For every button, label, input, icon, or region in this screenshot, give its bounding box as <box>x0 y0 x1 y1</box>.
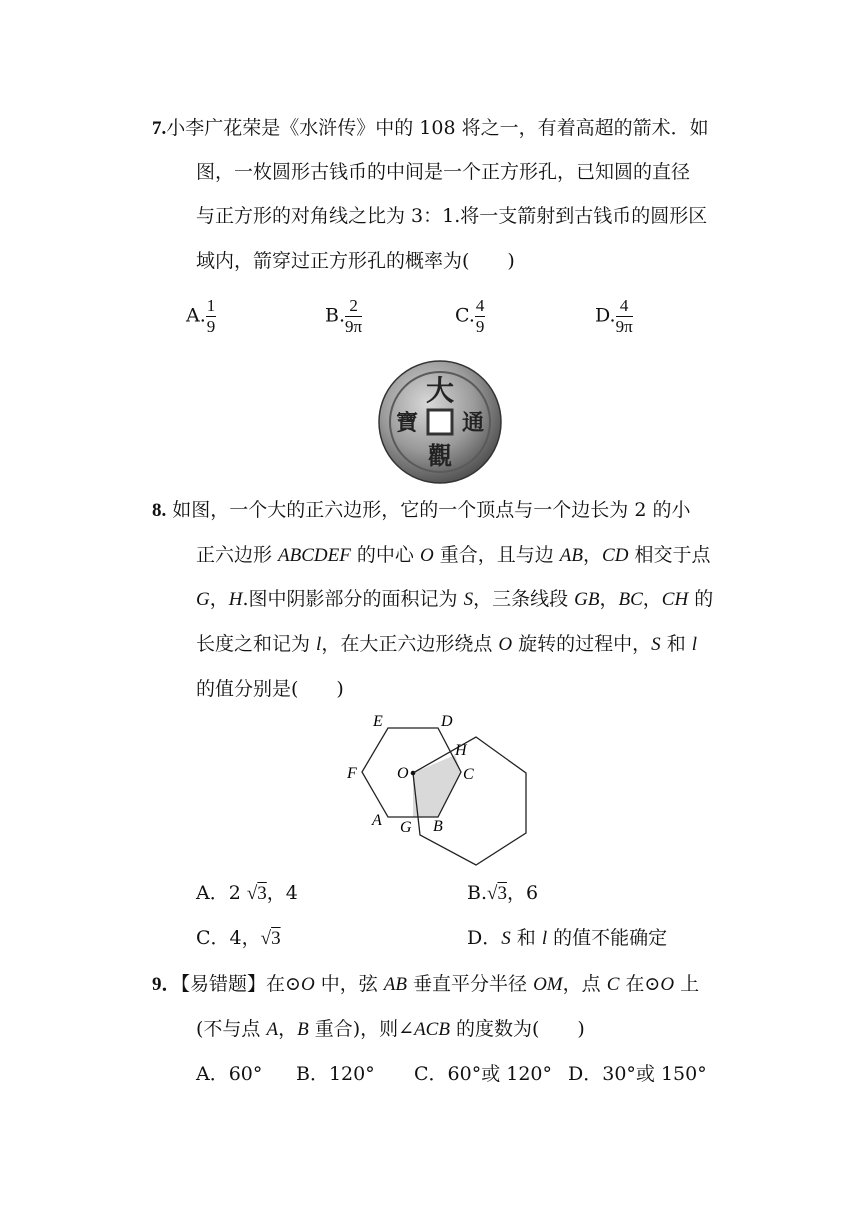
q9-line-2 <box>196 1017 585 1042</box>
q8-t3g: GB <box>574 589 600 610</box>
coin-char-top: 大 <box>425 374 455 407</box>
q7-d-num: 4 <box>616 296 633 317</box>
q7-option-d-label: D. <box>595 304 616 327</box>
q8-a-tail: ，4 <box>266 882 298 904</box>
q8-c-rad: 3 <box>271 928 281 949</box>
q9-line-1 <box>152 972 699 997</box>
q9-t2f: ACB <box>414 1019 450 1040</box>
q9-option-d[interactable]: D．30°或 150° <box>568 1063 707 1085</box>
q8-t3b: ， <box>209 588 229 610</box>
q9-t2e: 重合)，则∠ <box>308 1018 415 1040</box>
q8-line-1 <box>152 498 690 523</box>
label-A: A <box>372 812 382 829</box>
q8-t2f: AB <box>559 545 584 566</box>
q8-t4a: 长度之和记为 <box>196 633 317 655</box>
q8-option-b[interactable] <box>467 881 538 906</box>
q9-t2d: B <box>297 1019 309 1040</box>
q8-line-2 <box>196 543 710 568</box>
q9-t1c: 中，弦 <box>314 973 384 995</box>
hexagon-figure <box>340 710 540 870</box>
q8-t2a: 正六边形 <box>196 544 279 566</box>
label-G: G <box>400 819 412 836</box>
q7-option-a-label: A. <box>186 304 206 327</box>
q8-b-rad: 3 <box>497 883 507 904</box>
q8-c-sqrt: √3 <box>260 928 281 949</box>
label-F: F <box>347 765 357 782</box>
q9-t1f: OM <box>533 974 563 995</box>
q8-t4h: l <box>691 634 698 655</box>
q9-t2a: (不与点 <box>196 1018 267 1040</box>
q7-option-a[interactable] <box>186 296 216 337</box>
q7-line-2: 图，一枚圆形古钱币的中间是一个正方形孔，已知圆的直径 <box>196 161 691 183</box>
q7-c-num: 4 <box>475 296 485 315</box>
q8-t2c: 的中心 <box>350 544 420 566</box>
q8-t2i: 相交于点 <box>628 544 711 566</box>
q8-t2h: CD <box>602 545 629 566</box>
q8-t4e: 旋转的过程中， <box>512 633 652 655</box>
q9-option-a[interactable]: A．60° <box>196 1063 263 1085</box>
q9-option-c[interactable]: C．60°或 120° <box>414 1063 553 1085</box>
q9-t2c: ， <box>278 1018 298 1040</box>
label-H: H <box>455 742 467 759</box>
q8-t4d: O <box>498 634 513 655</box>
q9-t2b: A <box>266 1019 279 1040</box>
q8-t2d: O <box>419 545 434 566</box>
q7-b-num: 2 <box>345 296 362 317</box>
q7-option-a-fraction <box>206 296 217 337</box>
q7-option-b-label: B. <box>325 304 346 327</box>
label-E: E <box>373 713 383 730</box>
q8-d-tail: 的值不能确定 <box>547 927 668 949</box>
q9-t1b: O <box>300 974 315 995</box>
q8-t4b: l <box>316 634 322 655</box>
label-C: C <box>463 766 474 783</box>
q8-option-c[interactable] <box>196 926 281 951</box>
center-point-o <box>411 771 416 776</box>
q7-text-1: 小李广花荣是《水浒传》中的 108 将之一，有着高超的箭术．如 <box>166 117 709 139</box>
q9-option-b[interactable]: B．120° <box>296 1063 375 1085</box>
q9-t1e: 垂直平分半径 <box>406 973 534 995</box>
q8-line-3 <box>196 587 713 612</box>
q7-c-den: 9 <box>475 317 485 336</box>
q8-t4c: ，在大正六边形绕点 <box>321 633 499 655</box>
q9-t2g: 的度数为( ) <box>449 1018 585 1040</box>
q7-number: 7. <box>152 118 167 139</box>
q9-number: 9． <box>152 974 181 995</box>
q8-text-1: 如图，一个大的正六边形，它的一个顶点与一个边长为 2 的小 <box>172 499 691 521</box>
q8-line-5: 的值分别是( ) <box>196 678 344 700</box>
q9-t1a: 【易错题】在⊙ <box>180 973 301 995</box>
q7-d-den: 9π <box>615 317 633 336</box>
coin-char-bottom: 觀 <box>428 442 452 470</box>
q8-line-4 <box>196 632 697 657</box>
q7-line-1 <box>152 116 709 141</box>
q9-t1k: 上 <box>674 973 700 995</box>
q9-t1h: C <box>606 974 620 995</box>
q8-d-s: S <box>501 928 511 949</box>
q8-t3d: .图中阴影部分的面积记为 <box>242 588 464 610</box>
q8-t2g: ， <box>583 544 603 566</box>
q8-t4f: S <box>651 634 661 655</box>
q7-option-b[interactable] <box>325 296 362 337</box>
q7-line-3: 与正方形的对角线之比为 3：1.将一支箭射到古钱币的圆形区 <box>196 205 708 227</box>
q8-t3c: H <box>228 589 243 610</box>
q8-t2b: ABCDEF <box>278 545 351 566</box>
q8-t3h: ， <box>599 588 619 610</box>
coin-square-hole <box>428 410 452 434</box>
q8-t3e: S <box>463 589 474 610</box>
q8-t3f: ，三条线段 <box>473 588 575 610</box>
q7-option-d[interactable] <box>595 296 633 337</box>
q9-t1i: 在⊙ <box>619 973 661 995</box>
q7-option-c-fraction <box>475 296 486 337</box>
q7-a-den: 9 <box>206 317 216 336</box>
coin-char-right: 通 <box>461 411 485 436</box>
label-O: O <box>397 765 409 782</box>
q8-t3j: ， <box>642 588 662 610</box>
q8-d-l: l <box>541 928 548 949</box>
q8-a-sqrt: √3 <box>246 883 267 904</box>
q8-t3k: CH <box>661 589 689 610</box>
q8-t2e: 重合，且与边 <box>433 544 560 566</box>
q8-a-rad: 3 <box>257 883 267 904</box>
q7-option-c[interactable] <box>455 296 485 337</box>
q8-t3i: BC <box>618 589 643 610</box>
q7-line-4: 域内，箭穿过正方形孔的概率为( ) <box>196 250 515 272</box>
q8-d-label: D． <box>467 927 502 949</box>
q8-option-a[interactable] <box>196 881 298 906</box>
q9-t1g: ，点 <box>562 973 607 995</box>
q7-a-num: 1 <box>206 296 216 315</box>
q8-t4g: 和 <box>660 633 692 655</box>
q7-option-b-fraction <box>345 296 362 337</box>
q7-option-c-label: C. <box>455 304 475 327</box>
q8-b-label: B. <box>467 882 488 904</box>
q8-number: 8. <box>152 500 167 521</box>
label-D: D <box>441 713 453 730</box>
label-B: B <box>433 818 443 835</box>
q8-a-label: A．2 <box>196 882 247 904</box>
q8-b-sqrt: √3 <box>487 883 507 904</box>
q7-b-den: 9π <box>345 317 363 336</box>
q8-c-label: C．4， <box>196 927 261 949</box>
q7-option-d-fraction <box>616 296 633 337</box>
q8-t3l: 的 <box>688 588 714 610</box>
q8-option-d[interactable] <box>467 926 667 951</box>
q9-t1d: AB <box>383 974 407 995</box>
q8-t3a: G <box>196 589 210 610</box>
ancient-coin-image <box>375 360 505 484</box>
q8-b-tail: ，6 <box>506 882 539 904</box>
coin-char-left: 寶 <box>395 411 419 436</box>
q9-t1j: O <box>660 974 675 995</box>
q8-d-mid: 和 <box>510 927 542 949</box>
